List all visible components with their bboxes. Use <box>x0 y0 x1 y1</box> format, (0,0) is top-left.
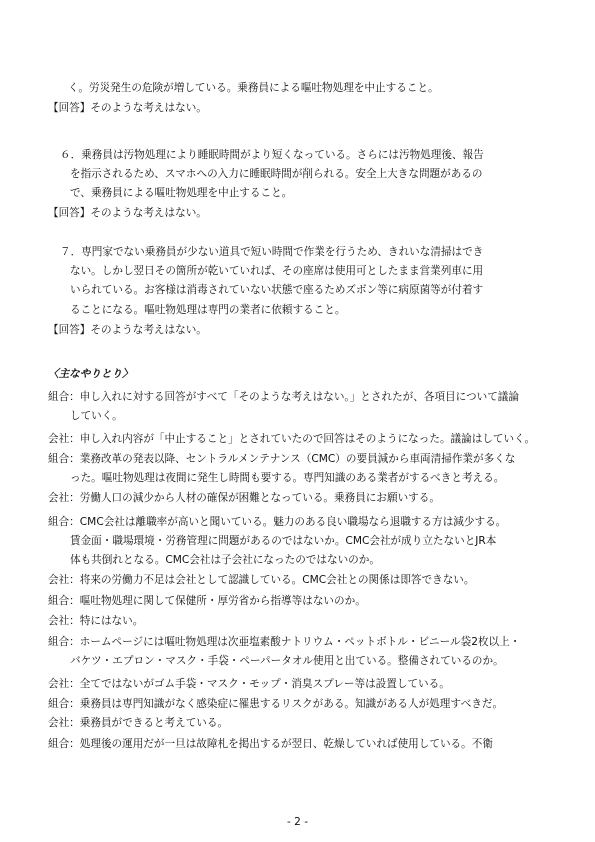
item-text-line: ７．専門家でない乗務員が少ない道具で短い時間で作業を行うため、きれいな清掃はでき <box>60 246 484 258</box>
discussion-line: していく。 <box>70 410 123 422</box>
item-text-line: ることになる。嘔吐物処理は専門の業者に依頼すること。 <box>70 304 346 316</box>
item-text-line: で、乗務員による嘔吐物処理を中止すること。 <box>70 187 293 199</box>
discussion-line: 賃金面・職場環境・労務管理に問題があるのではないか。CMC会社が成り立たないとJR本 <box>70 535 497 547</box>
discussion-line: 組合：嘔吐物処理に関して保健所・厚労省から指導等はないのか。 <box>48 595 366 607</box>
discussion-line: 組合：乗務員は専門知識がなく感染症に罹患するリスクがある。知識がある人が処理すべきだ。 <box>48 698 504 710</box>
discussion-line: 体も共倒れとなる。CMC会社は子会社になったのではないのか。 <box>70 554 380 566</box>
discussion-line: 会社：将来の労働力不足は会社として認識している。CMC会社との関係は即答できない。 <box>48 574 475 586</box>
item-text-line: く。労災発生の危険が増している。乗務員による嘔吐物処理を中止すること。 <box>68 82 439 94</box>
discussion-line: 会社：特にはない。 <box>48 615 144 627</box>
item-text-line: いられている。お客様は消毒されていない状態で座るためズボン等に病原菌等が付着す <box>70 284 484 296</box>
discussion-heading: 〈主なやりとり〉 <box>48 368 133 380</box>
discussion-line: 組合：CMC会社は離職率が高いと聞いている。魅力のある良い職場なら退職する方は減少する。 <box>48 516 507 528</box>
discussion-line: った。嘔吐物処理は夜間に発生し時間も要する。専門知識のある業者がするべきと考える。 <box>70 472 505 484</box>
discussion-line: 組合：ホームページには嘔吐物処理は次亜塩素酸ナトリウム・ペットボトル・ビニール袋2枚以上・ <box>48 636 521 648</box>
item-text-line: ない。しかし翌日その箇所が乾いていれば、その座席は使用可としたまま営業列車に用 <box>70 265 484 277</box>
discussion-line: 会社：乗務員ができると考えている。 <box>48 717 229 729</box>
discussion-line: 会社：労働人口の減少から人材の確保が困難となっている。乗務員にお願いする。 <box>48 492 440 504</box>
discussion-line: 組合：処理後の運用だが一旦は故障札を掲出するが翌日、乾燥していれば使用している。不衛 <box>48 738 493 750</box>
discussion-line: バケツ・エプロン・マスク・手袋・ペーパータオル使用と出ている。整備されているのか。 <box>70 655 504 667</box>
discussion-line: 会社：全てではないがゴム手袋・マスク・モップ・消臭スプレー等は設置している。 <box>48 678 450 690</box>
answer-text: 【回答】そのような考えはない。 <box>48 102 207 114</box>
discussion-line: 会社：申し入れ内容が「中止すること」とされていたので回答はそのようになった。議論はしていく。 <box>48 433 536 445</box>
item-text-line: ６．乗務員は汚物処理により睡眠時間がより短くなっている。さらには汚物処理後、報告 <box>60 149 484 161</box>
page-number: - 2 - <box>286 816 309 828</box>
discussion-line: 組合：申し入れに対する回答がすべて「そのような考えはない。」とされたが、各項目について議論 <box>48 391 519 403</box>
discussion-line: 組合：業務改革の発表以降、セントラルメンテナンス（CMC）の要員減から車両清掃作業が多くな <box>48 453 516 465</box>
answer-text: 【回答】そのような考えはない。 <box>48 207 207 219</box>
answer-text: 【回答】そのような考えはない。 <box>48 324 207 336</box>
item-text-line: を指示されるため、スマホへの入力に睡眠時間が削られる。安全上大きな問題があるの <box>70 168 483 180</box>
